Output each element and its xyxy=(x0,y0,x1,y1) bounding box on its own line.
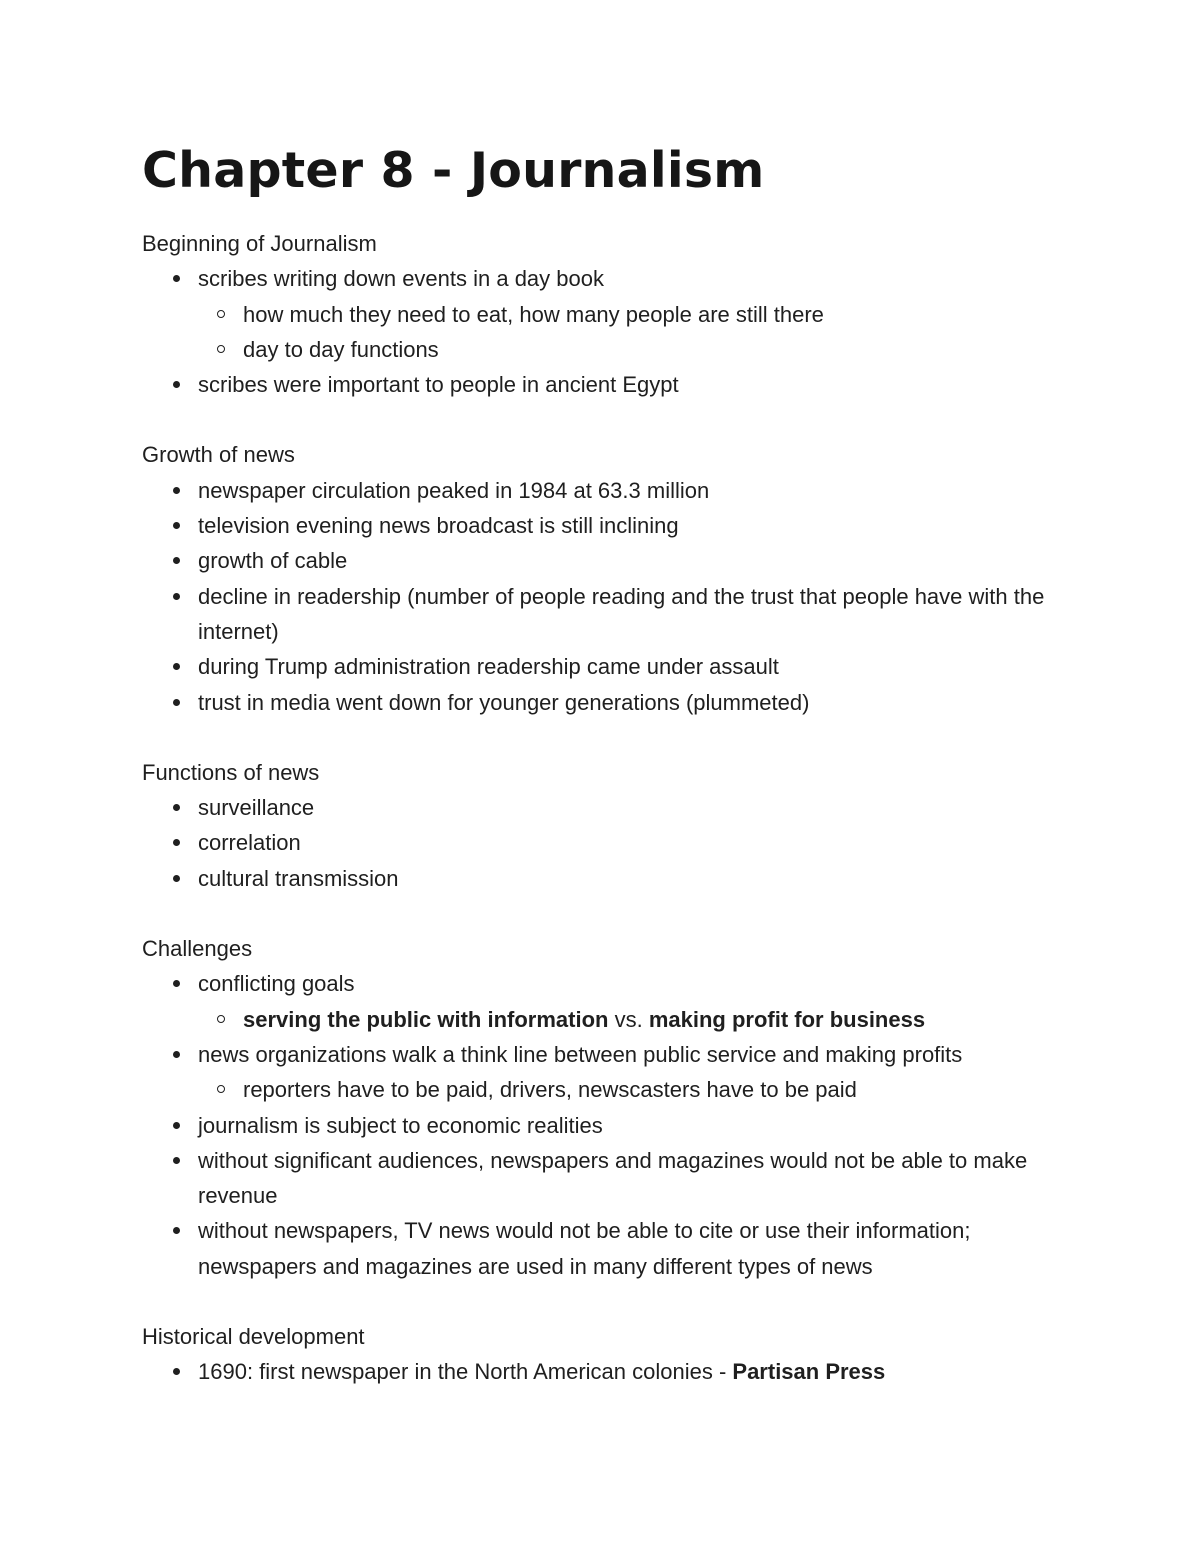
bullet-list xyxy=(142,261,1062,402)
list-item-text: newspaper circulation peaked in 1984 at 63.3 million xyxy=(198,477,710,503)
bold-phrase: making profit for business xyxy=(648,1006,926,1032)
list-item-text: scribes were important to people in ancient Egypt xyxy=(198,372,679,398)
list-item xyxy=(142,473,1062,508)
bullet-list xyxy=(142,790,1062,896)
list-item xyxy=(142,825,1062,860)
section-heading: Challenges xyxy=(142,936,253,962)
sub-bullet-list xyxy=(198,1002,1062,1037)
sub-list-item-text: reporters have to be paid, drivers, newscasters have to be paid xyxy=(243,1077,857,1103)
list-item xyxy=(142,1108,1062,1143)
bullet-list xyxy=(142,966,1062,1284)
list-item-text: 1690: first newspaper in the North American colonies - xyxy=(198,1359,733,1385)
sub-list-item-text: how much they need to eat, how many people are still there xyxy=(243,301,824,327)
sub-list-item xyxy=(198,332,1062,367)
sub-bullet-list xyxy=(198,1072,1062,1107)
list-item xyxy=(142,1213,1062,1284)
bold-phrase: serving the public with information xyxy=(243,1006,609,1032)
bullet-list xyxy=(142,473,1062,720)
sub-list-item xyxy=(198,297,1062,332)
section-challenges xyxy=(142,931,1062,1284)
list-item-text: surveillance xyxy=(198,795,315,821)
list-item xyxy=(142,861,1062,896)
list-item-text: without newspapers, TV news would not be able to cite or use their information; newspapers and magazines are used in many different types of news xyxy=(198,1218,971,1279)
list-item xyxy=(142,1354,1062,1389)
section-heading: Beginning of Journalism xyxy=(142,231,377,256)
section-heading: Historical development xyxy=(142,1324,365,1350)
list-item-text: growth of cable xyxy=(198,548,348,574)
list-item-text: television evening news broadcast is still inclining xyxy=(198,513,679,539)
document-page xyxy=(142,136,1062,1425)
sub-bullet-list xyxy=(198,297,1062,368)
list-item xyxy=(142,367,1062,402)
list-item xyxy=(142,790,1062,825)
list-item xyxy=(142,543,1062,578)
list-item-text: cultural transmission xyxy=(198,865,399,891)
section-historical-development xyxy=(142,1319,1062,1390)
list-item-text: decline in readership (number of people reading and the trust that people have with the internet) xyxy=(198,583,1045,644)
list-item xyxy=(142,649,1062,684)
list-item-text: trust in media went down for younger generations (plummeted) xyxy=(198,689,810,715)
section-heading: Functions of news xyxy=(142,759,320,785)
list-item-text: without significant audiences, newspapers and magazines would not be able to make revenue xyxy=(198,1147,1028,1209)
list-item-text: correlation xyxy=(198,830,301,856)
sub-list-item xyxy=(198,1002,1062,1037)
sub-list-item xyxy=(198,1072,1062,1107)
bullet-list xyxy=(142,1354,1062,1389)
list-item xyxy=(142,966,1062,1037)
list-item xyxy=(142,1037,1062,1108)
connector-text: vs. xyxy=(608,1006,649,1032)
list-item xyxy=(142,579,1062,650)
sub-list-item-text: day to day functions xyxy=(243,336,439,362)
section-beginning-of-journalism xyxy=(142,226,1062,402)
list-item-text: during Trump administration readership came under assault xyxy=(198,654,779,680)
list-item-text: conflicting goals xyxy=(198,971,355,997)
section-growth-of-news xyxy=(142,437,1062,719)
list-item-text: journalism is subject to economic realities xyxy=(198,1112,603,1138)
list-item xyxy=(142,261,1062,367)
list-item xyxy=(142,508,1062,543)
list-item-text: scribes writing down events in a day book xyxy=(198,266,604,292)
list-item xyxy=(142,1143,1062,1214)
list-item xyxy=(142,685,1062,720)
section-functions-of-news xyxy=(142,755,1062,896)
list-item-text: news organizations walk a think line between public service and making profits xyxy=(198,1041,963,1067)
bold-phrase: Partisan Press xyxy=(732,1359,886,1385)
page-title: Chapter 8 - Journalism xyxy=(142,142,765,199)
section-heading: Growth of news xyxy=(142,442,295,468)
